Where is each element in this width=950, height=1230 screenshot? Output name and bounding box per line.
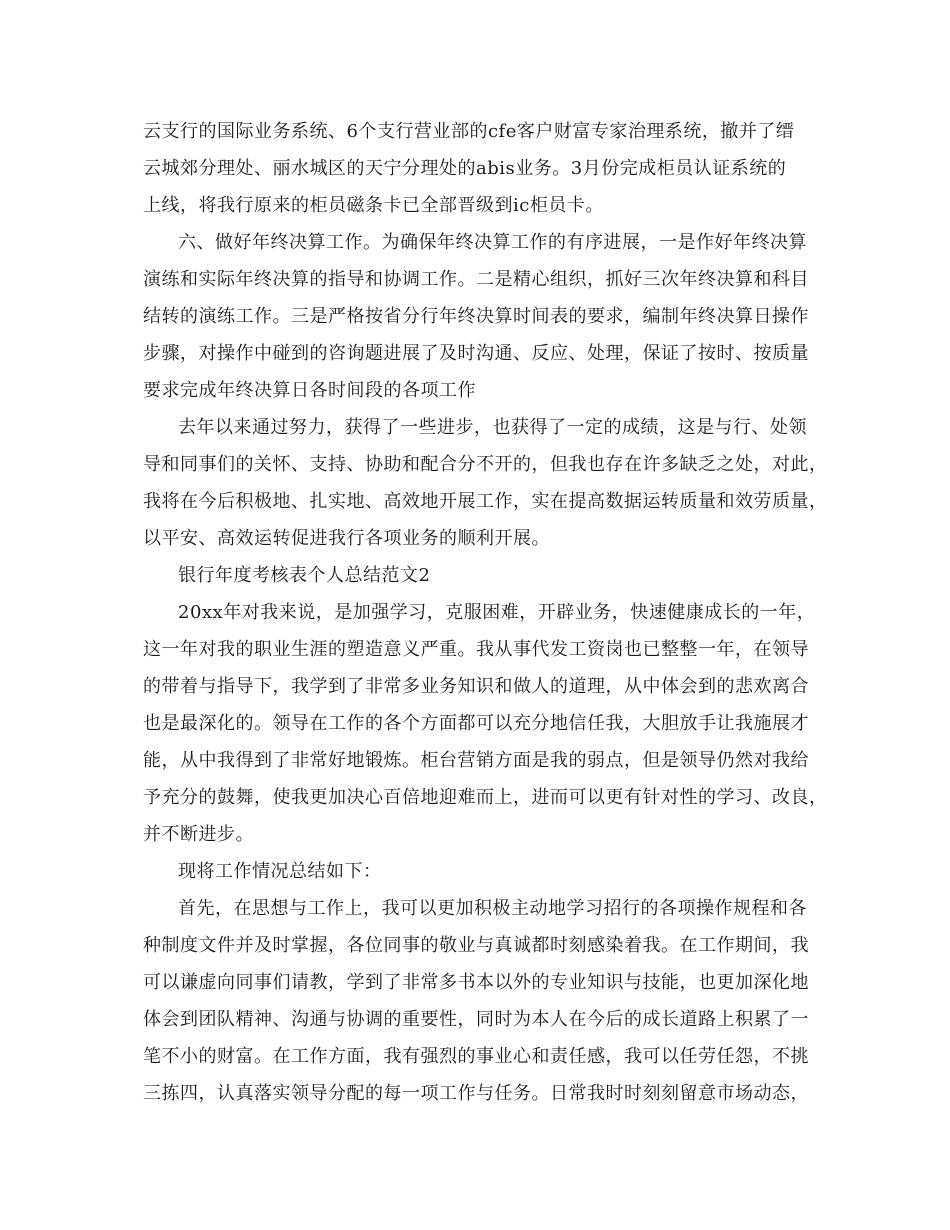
text-line: 三拣四，认真落实领导分配的每一项工作与任务。日常我时时刻刻留意市场动态， — [143, 1083, 809, 1104]
text-line: 体会到团队精神、沟通与协调的重要性，同时为本人在今后的成长道路上积累了一 — [143, 1009, 809, 1030]
paragraph-first-line: 20xx年对我来说，是加强学习，克服困难，开辟业务，快速健康成长的一年， — [178, 602, 816, 623]
paragraph-first-line: 六、做好年终决算工作。为确保年终决算工作的有序进展，一是作好年终决算 — [178, 232, 807, 253]
text-line: 以平安、高效运转促进我行各项业务的顺利开展。 — [143, 528, 550, 549]
text-line: 这一年对我的职业生涯的塑造意义严重。我从事代发工资岗也已整整一年，在领导 — [143, 639, 809, 660]
text-line: 云支行的国际业务系统、6个支行营业部的cfe客户财富专家治理系统，撤并了缙 — [143, 121, 795, 142]
section-heading: 银行年度考核表个人总结范文2 — [178, 565, 431, 586]
text-line: 也是最深化的。领导在工作的各个方面都可以充分地信任我，大胆放手让我施展才 — [143, 713, 809, 734]
text-line: 要求完成年终决算日各时间段的各项工作 — [143, 380, 476, 401]
text-line: 上线，将我行原来的柜员磁条卡已全部晋级到ic柜员卡。 — [143, 195, 604, 216]
text-line: 云城郊分理处、丽水城区的天宁分理处的abis业务。3月份完成柜员认证系统的 — [143, 158, 787, 179]
text-line: 予充分的鼓舞，使我更加决心百倍地迎难而上，进而可以更有针对性的学习、改良， — [143, 787, 828, 808]
text-line: 结转的演练工作。三是严格按省分行年终决算时间表的要求，编制年终决算日操作 — [143, 306, 809, 327]
text-line: 的带着与指导下，我学到了非常多业务知识和做人的道理，从中体会到的悲欢离合 — [143, 676, 809, 697]
paragraph-first-line: 去年以来通过努力，获得了一些进步，也获得了一定的成绩，这是与行、处领 — [178, 417, 807, 438]
text-line: 步骤，对操作中碰到的咨询题进展了及时沟通、反应、处理，保证了按时、按质量 — [143, 343, 809, 364]
text-line: 种制度文件并及时掌握，各位同事的敬业与真诚都时刻感染着我。在工作期间，我 — [143, 935, 809, 956]
text-line: 我将在今后积极地、扎实地、高效地开展工作，实在提高数据运转质量和效劳质量， — [143, 491, 828, 512]
text-line: 能，从中我得到了非常好地锻炼。柜台营销方面是我的弱点，但是领导仍然对我给 — [143, 750, 809, 771]
text-line: 演练和实际年终决算的指导和协调工作。二是精心组织，抓好三次年终决算和科目 — [143, 269, 809, 290]
paragraph-first-line: 现将工作情况总结如下： — [178, 861, 382, 882]
text-line: 可以谦虚向同事们请教，学到了非常多书本以外的专业知识与技能，也更加深化地 — [143, 972, 809, 993]
text-line: 导和同事们的关怀、支持、协助和配合分不开的，但我也存在许多缺乏之处，对此， — [143, 454, 828, 475]
paragraph-first-line: 首先，在思想与工作上，我可以更加积极主动地学习招行的各项操作规程和各 — [178, 898, 807, 919]
text-line: 笔不小的财富。在工作方面，我有强烈的事业心和责任感，我可以任劳任怨，不挑 — [143, 1046, 809, 1067]
text-line: 并不断进步。 — [143, 824, 254, 845]
